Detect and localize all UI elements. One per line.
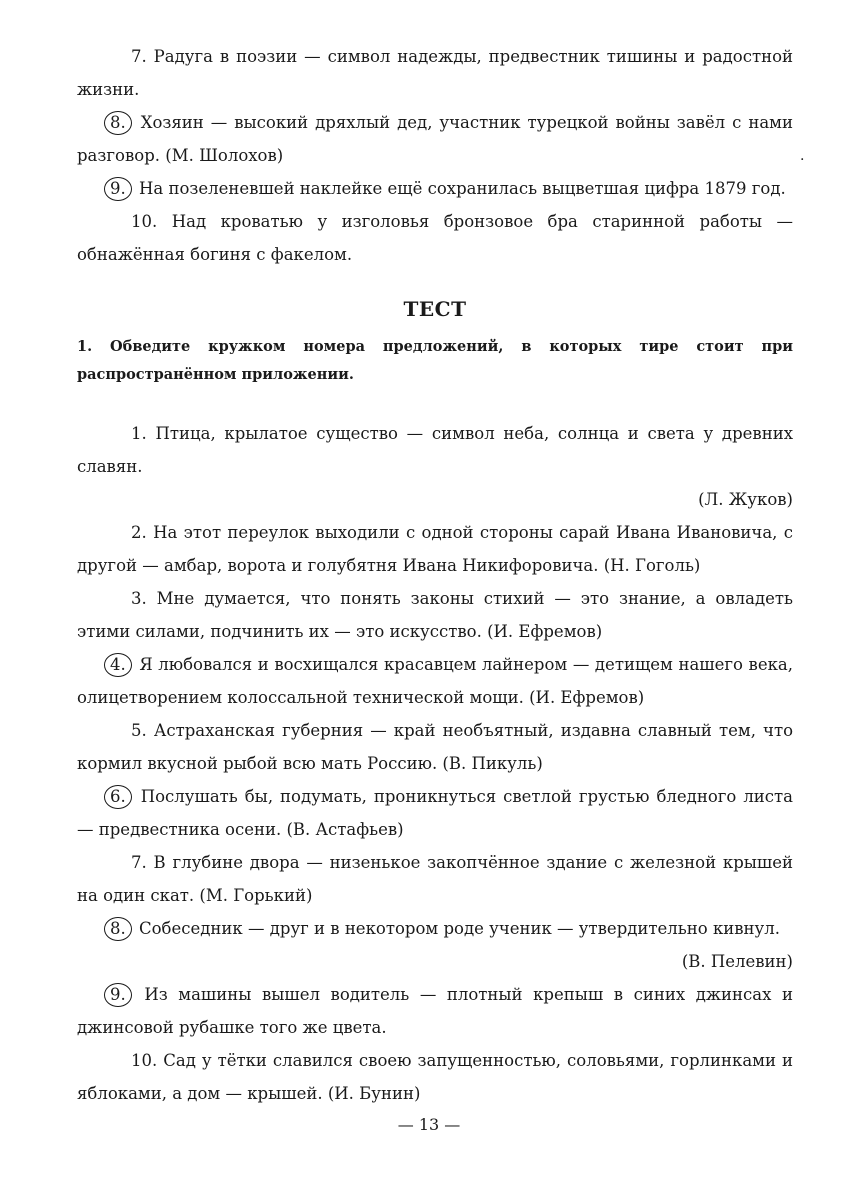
sentence-author: (В. Пелевин) <box>681 952 793 971</box>
sentence-text: Я любовался и восхищался красавцем лайнером — детищем нашего века, олицетворением колоссальной технической мощи. (И. Ефремов) <box>77 655 793 707</box>
test-sentence-2 <box>77 516 793 582</box>
circled-number: 6. <box>104 785 132 809</box>
sentence-text: Радуга в поэзии — символ надежды, предвестник тишины и радостной жизни. <box>77 47 793 99</box>
sentence-number: 7. <box>131 853 147 872</box>
sentence-text: На этот переулок выходили с одной стороны сарай Ивана Ивановича, с другой — амбар, ворота и голубятня Ивана Никифоровича. (Н. Гоголь) <box>77 523 793 575</box>
test-heading: ТЕСТ <box>403 297 467 321</box>
sentence-number: 10. <box>131 1051 158 1070</box>
test-sentence-10 <box>77 1044 793 1110</box>
sentence-text: Птица, крылатое существо — символ неба, солнца и света у древних славян. <box>77 424 793 476</box>
sentence-text: Хозяин — высокий дряхлый дед, участник турецкой войны завёл с нами разговор. (М. Шолохов) <box>77 113 793 165</box>
sentence-text: Астраханская губерния — край необъятный, издавна славный тем, что кормил вкусной рыбой всю мать Россию. (В. Пикуль) <box>77 721 794 773</box>
sentence-number: 1. <box>131 424 147 443</box>
page-content <box>77 40 793 1110</box>
sentence-text: В глубине двора — низенькое закопчённое здание с железной крышей на один скат. (М. Горький) <box>77 853 793 905</box>
sentence-9 <box>77 172 793 205</box>
sentence-number: 2. <box>131 523 147 542</box>
circled-number: 4. <box>104 653 132 677</box>
test-sentence-6 <box>77 780 793 846</box>
sentence-text: Из машины вышел водитель — плотный крепыш в синих джинсах и джинсовой рубашке того же цвета. <box>77 985 793 1037</box>
sentence-text: Над кроватью у изголовья бронзовое бра старинной работы — обнажённая богиня с факелом. <box>77 212 793 264</box>
stray-mark: . <box>800 148 805 164</box>
test-sentence-1 <box>77 417 793 516</box>
sentence-number: 3. <box>131 589 147 608</box>
sentence-number: 7. <box>131 47 147 66</box>
sentence-text: На позеленевшей наклейке ещё сохранилась выцветшая цифра 1879 год. <box>139 179 786 198</box>
circled-number: 9. <box>104 983 132 1007</box>
sentence-number: 5. <box>131 721 147 740</box>
task-instruction: 1. Обведите кружком номера предложений, в которых тире стоит при распространённом приложении. <box>77 338 793 383</box>
sentence-text: Сад у тётки славился своею запущенностью, соловьями, горлинками и яблоками, а дом — крышей. (И. Бунин) <box>77 1051 793 1103</box>
sentence-text: Мне думается, что понять законы стихий — это знание, а овладеть этими силами, подчинить их — это искусство. (И. Ефремов) <box>77 589 793 641</box>
sentence-8 <box>77 106 793 172</box>
test-sentence-4 <box>77 648 793 714</box>
test-sentence-9 <box>77 978 793 1044</box>
circled-number: 8. <box>104 917 132 941</box>
sentence-text: Собеседник — друг и в некотором роде ученик — утвердительно кивнул. <box>139 919 780 938</box>
test-items <box>77 417 793 1110</box>
sentence-number: 10. <box>131 212 158 231</box>
test-sentence-3 <box>77 582 793 648</box>
sentence-10 <box>77 205 793 271</box>
test-sentence-8 <box>77 912 793 978</box>
sentence-author: (Л. Жуков) <box>698 490 793 509</box>
sentence-7 <box>77 40 793 106</box>
page-number: — 13 — <box>397 1115 461 1134</box>
top-items <box>77 40 793 271</box>
sentence-text: Послушать бы, подумать, проникнуться светлой грустью бледного листа — предвестника осени. (В. Астафьев) <box>77 787 793 839</box>
circled-number: 8. <box>104 111 132 135</box>
test-sentence-7 <box>77 846 793 912</box>
test-sentence-5 <box>77 714 793 780</box>
circled-number: 9. <box>104 177 132 201</box>
